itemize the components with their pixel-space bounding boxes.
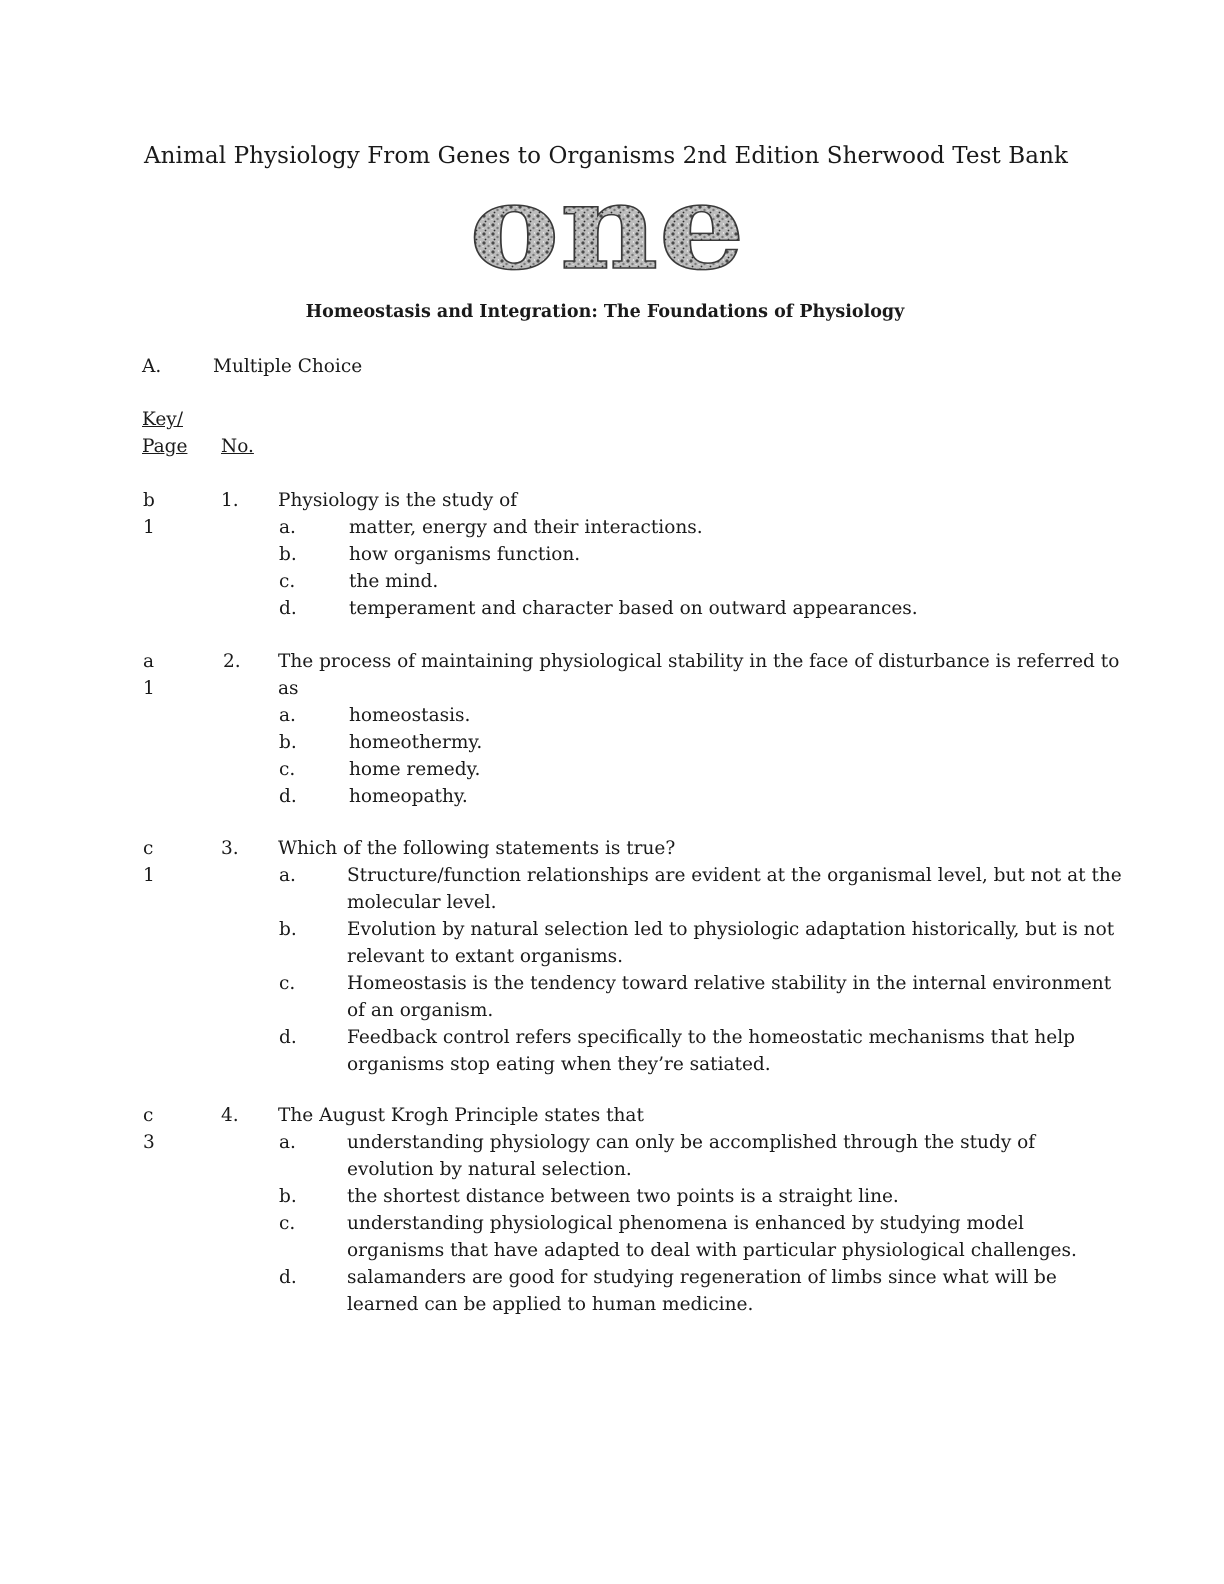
option-letter: c. xyxy=(279,973,296,994)
document-title: Animal Physiology From Genes to Organisms 2nd Edition Sherwood Test Bank xyxy=(143,143,1069,169)
option-letter: c. xyxy=(279,1213,296,1234)
section-label: Multiple Choice xyxy=(213,356,363,377)
option-letter: c. xyxy=(279,759,296,780)
option-text: organisms that have adapted to deal with particular physiological challenges. xyxy=(347,1240,1077,1261)
option-text: understanding physiology can only be accomplished through the study of xyxy=(347,1132,1036,1153)
chapter-word: one xyxy=(469,178,745,274)
option-text: homeostasis. xyxy=(349,705,471,726)
answer-key: a xyxy=(143,651,155,672)
option-text: Structure/function relationships are evident at the organismal level, but not at the xyxy=(347,865,1122,886)
option-text: temperament and character based on outward appearances. xyxy=(349,598,918,619)
option-text: salamanders are good for studying regeneration of limbs since what will be xyxy=(347,1267,1057,1288)
answer-page: 3 xyxy=(143,1132,155,1153)
option-letter: c. xyxy=(279,571,296,592)
key-page-header-line2: Page xyxy=(142,436,188,457)
option-letter: d. xyxy=(279,598,297,619)
question-stem: Which of the following statements is true? xyxy=(278,838,676,859)
option-text: Homeostasis is the tendency toward relative stability in the internal environment xyxy=(347,973,1112,994)
question-number: 2. xyxy=(223,651,241,672)
chapter-number-art xyxy=(464,178,750,274)
answer-key: c xyxy=(143,1105,154,1126)
option-letter: b. xyxy=(279,732,297,753)
option-letter: a. xyxy=(279,517,296,538)
number-header: No. xyxy=(221,436,254,457)
chapter-heading: Homeostasis and Integration: The Foundations of Physiology xyxy=(305,302,905,322)
answer-key: c xyxy=(143,838,154,859)
option-text: understanding physiological phenomena is enhanced by studying model xyxy=(347,1213,1024,1234)
option-text: molecular level. xyxy=(347,892,497,913)
option-letter: d. xyxy=(279,1267,297,1288)
answer-page: 1 xyxy=(143,517,155,538)
option-text: homeothermy. xyxy=(349,732,483,753)
option-text: of an organism. xyxy=(347,1000,494,1021)
question-stem: The process of maintaining physiological stability in the face of disturbance is referred to xyxy=(278,651,1120,672)
option-text: home remedy. xyxy=(349,759,481,780)
question-number: 3. xyxy=(221,838,239,859)
option-letter: a. xyxy=(279,865,296,886)
option-text: learned can be applied to human medicine. xyxy=(347,1294,754,1315)
question-stem: The August Krogh Principle states that xyxy=(278,1105,644,1126)
question-number: 1. xyxy=(221,490,239,511)
option-text: how organisms function. xyxy=(349,544,581,565)
option-letter: a. xyxy=(279,705,296,726)
answer-page: 1 xyxy=(143,865,155,886)
key-page-header-line1: Key/ xyxy=(142,409,183,430)
option-text: relevant to extant organisms. xyxy=(347,946,623,967)
option-text: matter, energy and their interactions. xyxy=(349,517,703,538)
question-stem: Physiology is the study of xyxy=(278,490,518,511)
section-letter: A. xyxy=(142,356,162,377)
option-letter: b. xyxy=(279,919,297,940)
option-text: the shortest distance between two points is a straight line. xyxy=(347,1186,899,1207)
option-letter: b. xyxy=(279,1186,297,1207)
answer-page: 1 xyxy=(143,678,155,699)
option-text: evolution by natural selection. xyxy=(347,1159,632,1180)
question-stem: as xyxy=(278,678,299,699)
answer-key: b xyxy=(143,490,155,511)
option-text: homeopathy. xyxy=(349,786,468,807)
option-letter: a. xyxy=(279,1132,296,1153)
option-text: Feedback control refers specifically to the homeostatic mechanisms that help xyxy=(347,1027,1075,1048)
option-letter: d. xyxy=(279,1027,297,1048)
option-text: organisms stop eating when they’re satiated. xyxy=(347,1054,771,1075)
option-letter: b. xyxy=(279,544,297,565)
option-text: the mind. xyxy=(349,571,439,592)
option-letter: d. xyxy=(279,786,297,807)
question-number: 4. xyxy=(221,1105,239,1126)
option-text: Evolution by natural selection led to physiologic adaptation historically, but is not xyxy=(347,919,1115,940)
